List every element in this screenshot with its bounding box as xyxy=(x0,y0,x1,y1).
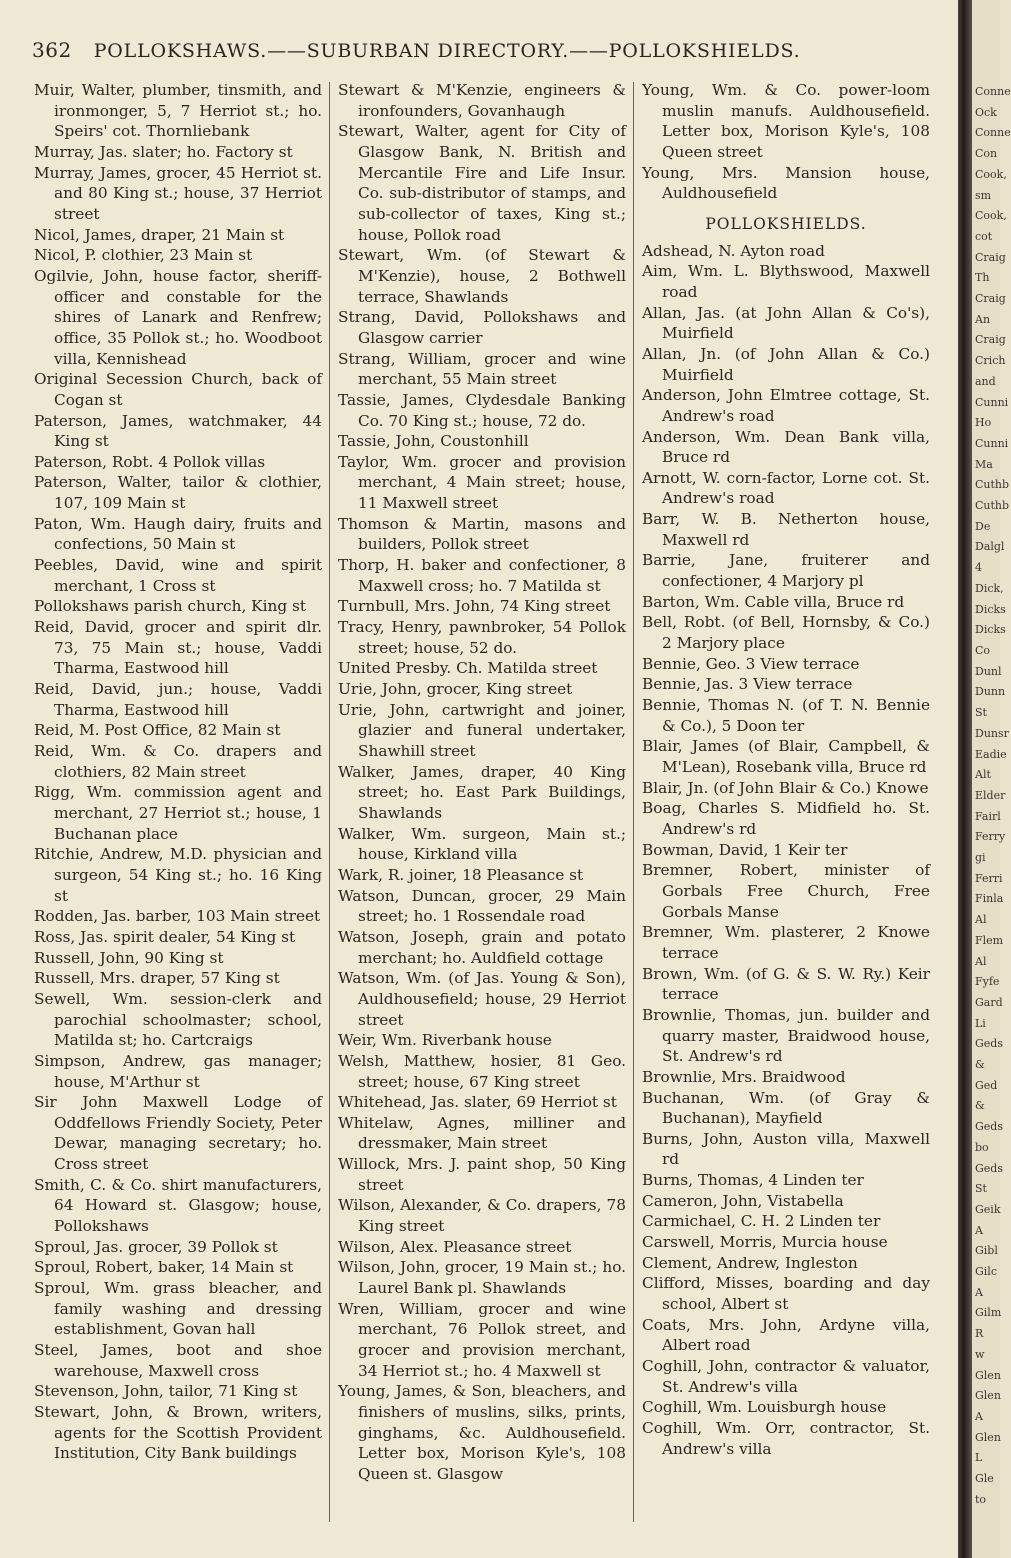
adjacent-page-fragment: An xyxy=(975,312,991,326)
directory-entry: Paterson, Robt. 4 Pollok villas xyxy=(34,452,266,471)
directory-entry: Brown, Wm. (of G. & S. W. Ry.) Keir terrace xyxy=(642,964,930,1004)
adjacent-page-fragment: bo xyxy=(975,1140,989,1154)
directory-entry: Strang, David, Pollokshaws and Glasgow carrier xyxy=(338,308,626,347)
adjacent-page-fragment: gi xyxy=(975,851,986,865)
directory-entry: Adshead, N. Ayton road xyxy=(642,241,825,260)
directory-entry: Watson, Wm. (of Jas. Young & Son), Auldhousefield; house, 29 Herriot street xyxy=(338,969,626,1029)
directory-entry: Ogilvie, John, house factor, sheriff-officer and constable for the shires of Lanark and Renfrew; office, 35 Pollok st.; ho. Woodboot villa, Kennishead xyxy=(34,266,322,368)
adjacent-page-fragment: St xyxy=(975,706,987,720)
directory-entry: Clifford, Misses, boarding and day school, Albert st xyxy=(642,1274,930,1314)
directory-entry: Reid, David, grocer and spirit dlr. 73, 75 Main st.; house, Vaddi Tharma, Eastwood hill xyxy=(34,618,322,678)
directory-entry: Simpson, Andrew, gas manager; house, M'Arthur st xyxy=(34,1051,322,1091)
adjacent-page-fragment: Gilm xyxy=(975,1306,1002,1320)
adjacent-page-fragment: Ferry xyxy=(975,830,1006,844)
directory-entry: Sir John Maxwell Lodge of Oddfellows Friendly Society, Peter Dewar, managing secretary; ho. Cross street xyxy=(34,1093,322,1174)
adjacent-page-fragment: cot xyxy=(975,229,993,243)
adjacent-page-fragment: Gibl xyxy=(975,1244,998,1258)
directory-entry: Walker, Wm. surgeon, Main st.; house, Kirkland villa xyxy=(338,824,626,864)
adjacent-page-fragment: and xyxy=(975,374,996,388)
directory-entry: Sproul, Robert, baker, 14 Main st xyxy=(34,1258,294,1277)
adjacent-page-fragment: Glen xyxy=(975,1368,1001,1382)
adjacent-page-fragment: Cook, xyxy=(975,167,1007,181)
directory-entry: Tracy, Henry, pawnbroker, 54 Pollok street; house, 52 do. xyxy=(338,618,626,657)
directory-entry: Sproul, Jas. grocer, 39 Pollok st xyxy=(34,1237,278,1256)
directory-entry: Paterson, James, watchmaker, 44 King st xyxy=(34,411,322,451)
directory-entry: Wilson, John, grocer, 19 Main st.; ho. Laurel Bank pl. Shawlands xyxy=(338,1258,626,1298)
adjacent-page-fragment: Glen xyxy=(975,1389,1001,1403)
directory-entry: Wren, William, grocer and wine merchant, 76 Pollok street, and grocer and provision merchant, 34 Herriot st.; ho. 4 Maxwell st xyxy=(338,1299,626,1380)
directory-entry: Stewart & M'Kenzie, engineers & ironfounders, Govanhaugh xyxy=(338,81,626,120)
directory-entry: Arnott, W. corn-factor, Lorne cot. St. Andrew's road xyxy=(642,468,930,508)
adjacent-page-fragment: Li xyxy=(975,1016,986,1030)
directory-entry: Blair, Jn. (of John Blair & Co.) Knowe xyxy=(642,778,929,797)
directory-entry: Urie, John, cartwright and joiner, glazier and funeral undertaker, Shawhill street xyxy=(338,700,626,760)
adjacent-page-fragment: & xyxy=(975,1058,985,1072)
directory-entry: Urie, John, grocer, King street xyxy=(338,680,573,699)
directory-entry: Burns, Thomas, 4 Linden ter xyxy=(642,1171,864,1190)
adjacent-page-fragment: Dalgl xyxy=(975,540,1005,554)
directory-entry: Barrie, Jane, fruiterer and confectioner, 4 Marjory pl xyxy=(642,551,930,591)
adjacent-page-fragment: Conne xyxy=(975,85,1011,98)
directory-entry: Bennie, Geo. 3 View terrace xyxy=(642,654,860,673)
directory-entry: Burns, John, Auston villa, Maxwell rd xyxy=(642,1129,930,1169)
adjacent-page-fragment: Dunn xyxy=(975,685,1006,699)
adjacent-page-fragment: Eadie xyxy=(975,747,1007,761)
adjacent-page-fragment: Ferri xyxy=(975,871,1003,885)
directory-entry: United Presby. Ch. Matilda street xyxy=(338,659,598,678)
adjacent-page-fragment: Co xyxy=(975,643,991,657)
directory-entry: Tassie, John, Coustonhill xyxy=(338,432,529,451)
directory-entry: Buchanan, Wm. (of Gray & Buchanan), Mayfield xyxy=(642,1088,930,1128)
directory-entry: Bowman, David, 1 Keir ter xyxy=(642,840,848,859)
adjacent-page-fragment: A xyxy=(975,1285,983,1299)
directory-entry: Bennie, Jas. 3 View terrace xyxy=(642,675,853,694)
directory-entry: Rodden, Jas. barber, 103 Main street xyxy=(34,907,321,926)
directory-entry: Allan, Jas. (at John Allan & Co's), Muirfield xyxy=(642,303,930,343)
adjacent-page-fragment: Al xyxy=(975,913,987,927)
directory-entry: Pollokshaws parish church, King st xyxy=(34,597,307,616)
adjacent-page-fragment: & xyxy=(975,1099,985,1113)
adjacent-page-fragment: Ock xyxy=(975,105,997,119)
page-number: 362 xyxy=(32,38,72,62)
adjacent-page-fragment: R xyxy=(975,1327,984,1341)
adjacent-page-fragment: Geds xyxy=(975,1120,1003,1134)
directory-entry: Ritchie, Andrew, M.D. physician and surgeon, 54 King st.; ho. 16 King st xyxy=(34,845,322,905)
page-header xyxy=(32,38,932,72)
adjacent-page-fragment: Craig xyxy=(975,250,1006,264)
directory-entry: Young, Wm. & Co. power-loom muslin manufs. Auldhousefield. Letter box, Morison Kyle's, 108 Queen street xyxy=(642,81,930,161)
adjacent-page-fragment: Ho xyxy=(975,416,992,430)
directory-entry: Coghill, Wm. Orr, contractor, St. Andrew's villa xyxy=(642,1419,930,1458)
adjacent-page-fragment: Al xyxy=(975,954,987,968)
adjacent-page-fragment: Finla xyxy=(975,892,1004,906)
adjacent-page-fragment: sm xyxy=(975,188,992,202)
directory-entry: Wilson, Alexander, & Co. drapers, 78 King street xyxy=(338,1196,626,1236)
adjacent-page-fragment: Craig xyxy=(975,292,1006,306)
directory-entry: Paterson, Walter, tailor & clothier, 107, 109 Main st xyxy=(34,473,322,513)
adjacent-page-fragment: Cuthb xyxy=(975,478,1010,492)
adjacent-page-fragment: Flem xyxy=(975,933,1004,947)
adjacent-page-fragment: Craig xyxy=(975,333,1006,347)
directory-entry: Anderson, Wm. Dean Bank villa, Bruce rd xyxy=(642,427,930,467)
directory-entry: Murray, James, grocer, 45 Herriot st. and 80 King st.; house, 37 Herriot street xyxy=(34,163,322,223)
directory-entry: Sproul, Wm. grass bleacher, and family washing and dressing establishment, Govan hall xyxy=(34,1279,322,1339)
directory-entry: Brownlie, Thomas, jun. builder and quarry master, Braidwood house, St. Andrew's rd xyxy=(642,1005,930,1066)
directory-entry: Clement, Andrew, Ingleston xyxy=(642,1253,858,1272)
adjacent-page-fragment: Dicks xyxy=(975,602,1006,616)
directory-entry: Wilson, Alex. Pleasance street xyxy=(338,1237,572,1256)
column-3 xyxy=(642,80,930,1540)
adjacent-page-fragment: to xyxy=(975,1492,987,1506)
directory-entry: Young, James, & Son, bleachers, and finishers of muslins, silks, prints, ginghams, &c. Auldhousefield. Letter box, Morison Kyle's, 108 Queen st. Glasgow xyxy=(338,1382,626,1483)
directory-entry: Taylor, Wm. grocer and provision merchant, 4 Main street; house, 11 Maxwell street xyxy=(338,452,626,513)
column-3-top-entries xyxy=(642,80,930,204)
adjacent-page-edge xyxy=(972,0,1011,1558)
adjacent-page-fragment: De xyxy=(975,519,991,533)
column-2 xyxy=(338,80,626,1540)
directory-entry: Bremner, Wm. plasterer, 2 Knowe terrace xyxy=(642,923,930,962)
directory-entry: Carmichael, C. H. 2 Linden ter xyxy=(642,1212,881,1231)
directory-entry: Welsh, Matthew, hosier, 81 Geo. street; house, 67 King street xyxy=(338,1051,626,1091)
directory-entry: Allan, Jn. (of John Allan & Co.) Muirfield xyxy=(642,344,930,384)
column-3-section-entries xyxy=(642,241,930,1460)
directory-entry: Ross, Jas. spirit dealer, 54 King st xyxy=(34,927,296,946)
directory-entry: Nicol, James, draper, 21 Main st xyxy=(34,225,285,244)
adjacent-page-fragment: Crich xyxy=(975,354,1006,368)
directory-entry: Tassie, James, Clydesdale Banking Co. 70 King st.; house, 72 do. xyxy=(338,390,626,430)
directory-entry: Aim, Wm. L. Blythswood, Maxwell road xyxy=(642,262,930,301)
directory-entry: Russell, John, 90 King st xyxy=(34,948,224,967)
directory-entry: Cameron, John, Vistabella xyxy=(642,1191,844,1210)
directory-entry: Paton, Wm. Haugh dairy, fruits and confections, 50 Main st xyxy=(34,514,322,554)
directory-entry: Nicol, P. clothier, 23 Main st xyxy=(34,246,253,265)
directory-entry: Stewart, Walter, agent for City of Glasgow Bank, N. British and Mercantile Fire and Life Insur. Co. sub-distributor of stamps, and sub-collector of taxes, King st.; house, Pollok road xyxy=(338,122,626,244)
directory-entry: Carswell, Morris, Murcia house xyxy=(642,1233,888,1252)
directory-entry: Sewell, Wm. session-clerk and parochial schoolmaster; school, Matilda st; ho. Cartcraigs xyxy=(34,989,322,1050)
adjacent-page-fragment: Gle xyxy=(975,1472,994,1486)
directory-entry: Russell, Mrs. draper, 57 King st xyxy=(34,969,280,988)
directory-entry: Brownlie, Mrs. Braidwood xyxy=(642,1067,846,1086)
directory-entry: Original Secession Church, back of Cogan st xyxy=(34,370,322,409)
adjacent-page-fragment: A xyxy=(975,1223,983,1237)
directory-entry: Muir, Walter, plumber, tinsmith, and ironmonger, 5, 7 Herriot st.; ho. Speirs' cot. Thornliebank xyxy=(34,81,322,141)
adjacent-page-fragment: Cunni xyxy=(975,436,1009,450)
column-divider xyxy=(633,82,634,1522)
directory-entry: Stewart, John, & Brown, writers, agents for the Scottish Provident Institution, City Bank buildings xyxy=(34,1403,322,1463)
directory-entry: Barton, Wm. Cable villa, Bruce rd xyxy=(642,592,905,611)
adjacent-page-fragment: Geik xyxy=(975,1202,1001,1216)
running-title: POLLOKSHAWS.——SUBURBAN DIRECTORY.——POLLOKSHIELDS. xyxy=(93,40,801,62)
adjacent-page-fragment: St xyxy=(975,1182,987,1196)
column-1 xyxy=(34,80,322,1540)
adjacent-page-fragment: w xyxy=(975,1347,985,1361)
directory-entry: Young, Mrs. Mansion house, Auldhousefield xyxy=(642,163,930,203)
adjacent-page-fragment: Dick, xyxy=(975,581,1004,595)
adjacent-page-fragment: Geds xyxy=(975,1037,1003,1051)
adjacent-page-fragment: Alt xyxy=(975,768,991,782)
directory-entry: Strang, William, grocer and wine merchant, 55 Main street xyxy=(338,349,626,389)
directory-entry: Stewart, Wm. (of Stewart & M'Kenzie), house, 2 Bothwell terrace, Shawlands xyxy=(338,246,626,306)
adjacent-page-fragment: Gilc xyxy=(975,1265,997,1279)
adjacent-page-fragment: Cunni xyxy=(975,395,1009,409)
adjacent-page-fragment: Th xyxy=(975,271,990,285)
adjacent-page-fragment: Conne xyxy=(975,126,1011,140)
adjacent-page-text xyxy=(972,82,1011,1511)
directory-entry: Thomson & Martin, masons and builders, Pollok street xyxy=(338,514,626,554)
adjacent-page-fragment: Ged xyxy=(975,1078,998,1092)
adjacent-page-fragment: Elder xyxy=(975,788,1006,802)
directory-entry: Murray, Jas. slater; ho. Factory st xyxy=(34,142,293,161)
column-divider xyxy=(329,82,330,1522)
adjacent-page-fragment: Dunl xyxy=(975,664,1002,678)
directory-entry: Whitelaw, Agnes, milliner and dressmaker, Main street xyxy=(338,1113,626,1153)
directory-entry: Wark, R. joiner, 18 Pleasance st xyxy=(338,865,584,884)
directory-entry: Boag, Charles S. Midfield ho. St. Andrew's rd xyxy=(642,799,930,838)
directory-entry: Bennie, Thomas N. (of T. N. Bennie & Co.), 5 Doon ter xyxy=(642,696,930,735)
directory-entry: Bremner, Robert, minister of Gorbals Free Church, Free Gorbals Manse xyxy=(642,861,930,921)
adjacent-page-fragment: Dunsr xyxy=(975,726,1009,740)
adjacent-page-fragment: Glen xyxy=(975,1430,1001,1444)
adjacent-page-fragment: Cuthb xyxy=(975,499,1010,513)
directory-entry: Watson, Duncan, grocer, 29 Main street; ho. 1 Rossendale road xyxy=(338,886,626,926)
directory-entry: Turnbull, Mrs. John, 74 King street xyxy=(338,597,611,616)
directory-entry: Stevenson, John, tailor, 71 King st xyxy=(34,1382,298,1401)
directory-entry: Weir, Wm. Riverbank house xyxy=(338,1031,552,1050)
directory-entry: Rigg, Wm. commission agent and merchant, 27 Herriot st.; house, 1 Buchanan place xyxy=(34,783,322,843)
directory-entry: Watson, Joseph, grain and potato merchant; ho. Auldfield cottage xyxy=(338,927,626,967)
directory-entry: Whitehead, Jas. slater, 69 Herriot st xyxy=(338,1093,617,1112)
directory-entry: Blair, James (of Blair, Campbell, & M'Lean), Rosebank villa, Bruce rd xyxy=(642,737,930,776)
directory-entry: Reid, David, jun.; house, Vaddi Tharma, Eastwood hill xyxy=(34,680,322,719)
adjacent-page-fragment: Gard xyxy=(975,995,1003,1009)
directory-entry: Coghill, Wm. Louisburgh house xyxy=(642,1398,887,1417)
directory-entry: Coats, Mrs. John, Ardyne villa, Albert road xyxy=(642,1315,930,1355)
directory-entry: Walker, James, draper, 40 King street; ho. East Park Buildings, Shawlands xyxy=(338,762,626,822)
directory-entry: Willock, Mrs. J. paint shop, 50 King street xyxy=(338,1155,626,1194)
directory-entry: Anderson, John Elmtree cottage, St. Andrew's road xyxy=(642,386,930,425)
adjacent-page-fragment: Fyfe xyxy=(975,975,1000,989)
section-heading: POLLOKSHIELDS. xyxy=(705,214,867,233)
directory-entry: Bell, Robt. (of Bell, Hornsby, & Co.) 2 Marjory place xyxy=(642,613,930,653)
adjacent-page-fragment: Geds xyxy=(975,1161,1003,1175)
adjacent-page-fragment: Con xyxy=(975,147,998,161)
adjacent-page-fragment: L xyxy=(975,1451,983,1465)
directory-entry: Reid, Wm. & Co. drapers and clothiers, 82 Main street xyxy=(34,742,322,781)
directory-entry: Barr, W. B. Netherton house, Maxwell rd xyxy=(642,510,930,549)
directory-entry: Thorp, H. baker and confectioner, 8 Maxwell cross; ho. 7 Matilda st xyxy=(338,556,626,595)
directory-entry: Steel, James, boot and shoe warehouse, Maxwell cross xyxy=(34,1341,322,1380)
directory-entry: Peebles, David, wine and spirit merchant, 1 Cross st xyxy=(34,556,322,595)
adjacent-page-fragment: Cook, xyxy=(975,209,1007,223)
directory-entry: Coghill, John, contractor & valuator, St. Andrew's villa xyxy=(642,1357,930,1396)
directory-entry: Reid, M. Post Office, 82 Main st xyxy=(34,721,281,740)
adjacent-page-fragment: Dicks xyxy=(975,623,1006,637)
adjacent-page-fragment: 4 xyxy=(975,561,982,575)
book-gutter xyxy=(958,0,972,1558)
adjacent-page-fragment: A xyxy=(975,1410,983,1423)
adjacent-page-fragment: Ma xyxy=(975,457,993,471)
adjacent-page-fragment: Fairl xyxy=(975,809,1001,823)
directory-entry: Smith, C. & Co. shirt manufacturers, 64 Howard st. Glasgow; house, Pollokshaws xyxy=(34,1175,322,1236)
